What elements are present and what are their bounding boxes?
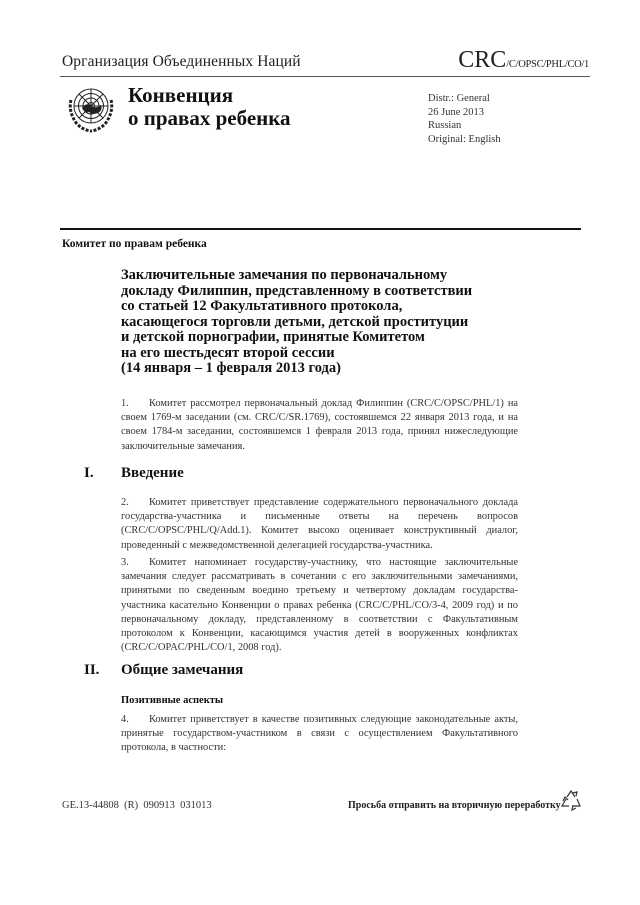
section-title: Общие замечания <box>121 662 244 678</box>
convention-title <box>128 84 291 130</box>
paragraph-3 <box>121 556 518 655</box>
paragraph-number: 1. <box>121 398 129 409</box>
recycle-icon <box>558 788 584 814</box>
paragraph-number: 3. <box>121 557 129 568</box>
title-line: касающегося торговли детьми, детской проституции <box>121 313 469 330</box>
distribution-type: Distr.: General <box>428 93 490 104</box>
document-code: GE.13-44808 (R) 090913 031013 <box>62 800 212 811</box>
convention-title-line1: Конвенция <box>128 83 234 107</box>
title-rule <box>60 228 581 230</box>
committee-name: Комитет по правам ребенка <box>62 238 207 250</box>
paragraph-number: 2. <box>121 497 129 508</box>
title-line: (14 января – 1 февраля 2013 года) <box>121 360 341 376</box>
paragraph-text: Комитет приветствует в качестве позитивных следующие законодательные акты, принятые государством-участником в связи с осуществлением Факультативного протокола, в частности: <box>121 714 518 754</box>
title-line: со статьей 12 Факультативного протокола, <box>121 298 403 314</box>
paragraph-1 <box>121 397 518 454</box>
document-symbol <box>458 47 589 74</box>
section-number: II. <box>84 662 100 678</box>
subheading-positive-aspects: Позитивные аспекты <box>121 695 224 706</box>
document-title <box>121 268 541 377</box>
document-symbol-main: CRC <box>458 47 507 73</box>
organization-name: Организация Объединенных Наций <box>62 53 301 70</box>
section-number: I. <box>84 465 94 481</box>
paragraph-4 <box>121 713 518 756</box>
title-line: докладу Филиппин, представленному в соответствии <box>121 282 473 299</box>
un-emblem-icon <box>63 80 119 136</box>
distribution-original: Original: English <box>428 133 501 145</box>
title-line: Заключительные замечания по первоначальному <box>121 267 448 283</box>
paragraph-number: 4. <box>121 714 129 725</box>
paragraph-text: Комитет напоминает государству-участнику, что настоящие заключительные замечания следует рассматривать в сочетании с его заключительными замечаниями, принятыми по сведенным воедино третьему и четвертому докладам государства-участника касательно Конвенции о правах ребенка (CRC/C/PHL/CO/3-4, 2009 год) и по первоначальному докладу, представленному в соответствии с Факультативным протоколом к Конвенции, касающимся участия детей в вооруженных конфликтах (CRC/C/OPAC/PHL/CO/1, 2008 год). <box>121 557 518 654</box>
distribution-language: Russian <box>428 120 462 132</box>
header-rule <box>60 76 590 77</box>
title-line: и детской порнографии, принятые Комитетом <box>121 329 425 345</box>
paragraph-2 <box>121 496 518 553</box>
section-title: Введение <box>121 465 184 481</box>
recycle-note: Просьба отправить на вторичную переработку <box>348 800 561 811</box>
title-line: на его шестьдесят второй сессии <box>121 344 335 361</box>
document-symbol-suffix: /C/OPSC/PHL/CO/1 <box>506 59 589 70</box>
paragraph-text: Комитет рассмотрел первоначальный доклад Филиппин (CRC/C/OPSC/PHL/1) на своем 1769-м заседании (см. CRC/C/SR.1769), состоявшемся 22 января 2013 года, и на своем 1784-м заседании, состоявшемся 1 февраля 2013 года, принял нижеследующие заключительные замечания. <box>121 398 518 452</box>
paragraph-text: Комитет приветствует представление содержательного первоначального доклада государства-участника и письменные ответы на перечень вопросов (CRC/C/OPSC/PHL/Q/Add.1). Комитет высоко оценивает конструктивный диалог, проведенный с межведомственной делегацией государства-участника. <box>121 497 518 551</box>
distribution-info <box>428 92 501 146</box>
convention-title-line2: о правах ребенка <box>128 106 291 130</box>
distribution-date: 26 June 2013 <box>428 106 484 118</box>
